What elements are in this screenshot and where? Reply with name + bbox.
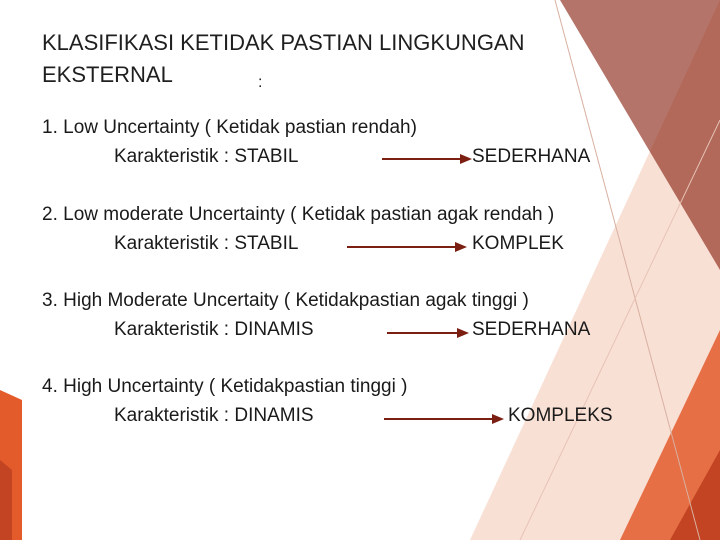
title-line-2: EKSTERNAL: [42, 62, 173, 87]
right-arrow-icon: [382, 153, 472, 165]
item-heading: 3. High Moderate Uncertaity ( Ketidakpastian agak tinggi ): [42, 290, 529, 311]
title-colon: :: [258, 74, 263, 91]
item-characteristic: Karakteristik : STABIL: [114, 146, 299, 167]
right-arrow-icon: [387, 327, 469, 339]
item-result: SEDERHANA: [472, 146, 591, 167]
right-arrow-icon: [347, 241, 467, 253]
right-arrow-icon: [384, 413, 504, 425]
slide-title: [42, 27, 682, 91]
item-characteristic: Karakteristik : STABIL: [114, 233, 299, 254]
title-line-1: KLASIFIKASI KETIDAK PASTIAN LINGKUNGAN: [42, 30, 525, 55]
item-heading: 1. Low Uncertainty ( Ketidak pastian rendah): [42, 117, 417, 138]
item-heading: 2. Low moderate Uncertainty ( Ketidak pastian agak rendah ): [42, 204, 555, 225]
item-heading: 4. High Uncertainty ( Ketidakpastian tinggi ): [42, 376, 408, 397]
item-result: KOMPLEK: [472, 233, 564, 254]
left-dark-bar: [0, 460, 12, 540]
item-result: SEDERHANA: [472, 319, 591, 340]
item-result: KOMPLEKS: [508, 405, 613, 426]
item-characteristic: Karakteristik : DINAMIS: [114, 319, 314, 340]
item-characteristic: Karakteristik : DINAMIS: [114, 405, 314, 426]
